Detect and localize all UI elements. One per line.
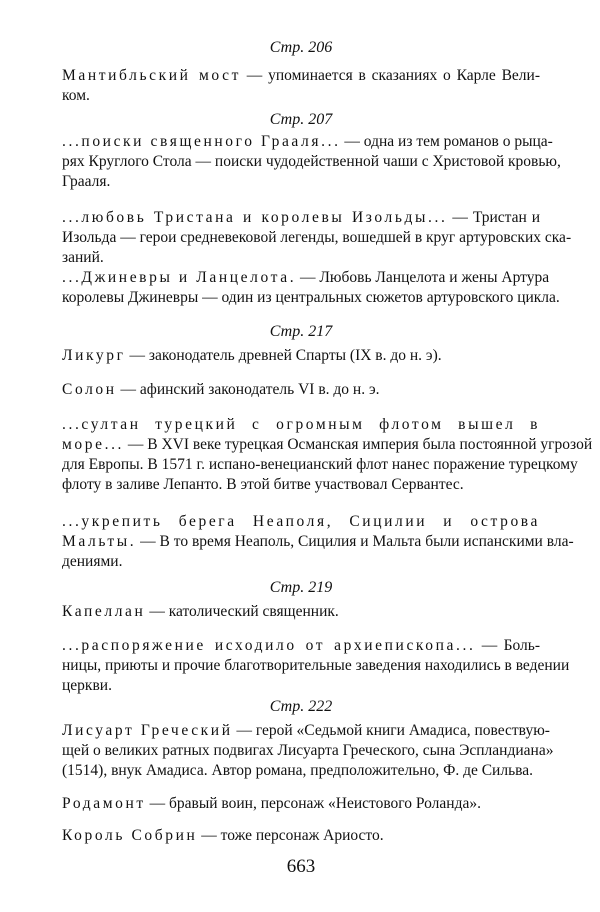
note-line xyxy=(62,532,574,552)
note-line xyxy=(62,248,540,268)
note-term: Капеллан xyxy=(62,603,146,620)
note-line xyxy=(62,268,550,288)
note-line xyxy=(62,794,540,814)
note-term: ...укрепить берега Неаполя, Сицилии и острова xyxy=(62,513,540,530)
note-text: дениями. xyxy=(62,553,123,570)
note-line xyxy=(62,86,540,106)
note-text: — герой «Седьмой книги Амадиса, повествую- xyxy=(232,722,550,739)
note-text: ком. xyxy=(62,87,90,104)
section-heading-207: Стр. 207 xyxy=(269,111,333,128)
note-text: для Европы. В 1571 г. испано-венецианский флот нанес поражение турецкому xyxy=(62,456,578,473)
note-text: — законодатель древней Спарты (IX в. до н. э). xyxy=(125,347,442,364)
note-line xyxy=(62,636,540,656)
note-term: Мантибльский мост xyxy=(62,67,241,84)
note-line xyxy=(62,676,540,696)
note-line xyxy=(62,761,540,781)
section-heading-206: Стр. 206 xyxy=(269,39,333,56)
note-text: — упоминается в сказаниях о Карле Вели- xyxy=(240,67,540,84)
note-line xyxy=(62,172,540,192)
note-line xyxy=(62,552,540,572)
note-line xyxy=(62,288,560,308)
note-text: королевы Джиневры — один из центральных сюжетов артуровского цикла. xyxy=(62,289,560,306)
note-text: заний. xyxy=(62,249,104,266)
note-line xyxy=(62,475,540,495)
note-text: — тоже персонаж Ариосто. xyxy=(197,827,384,844)
note-line xyxy=(62,415,540,435)
note-term: Ликург xyxy=(62,347,126,364)
section-heading-217: Стр. 217 xyxy=(269,323,333,340)
note-text: (1514), внук Амадиса. Автор романа, предположительно, Ф. де Сильва. xyxy=(62,762,534,779)
note-text: — Боль- xyxy=(475,637,540,654)
note-line xyxy=(62,602,540,622)
note-text: — афинский законодатель VI в. до н. э. xyxy=(116,381,380,398)
note-text: флоту в заливе Лепанто. В этой битве участвовал Сервантес. xyxy=(62,476,464,493)
note-line xyxy=(62,66,540,86)
note-text: — Тристан и xyxy=(447,209,540,226)
note-line xyxy=(62,455,578,475)
note-line xyxy=(62,346,540,366)
section-heading-222: Стр. 222 xyxy=(269,698,333,715)
note-term: Родамонт xyxy=(62,795,146,812)
note-line xyxy=(62,656,570,676)
note-term: Лисуарт Греческий xyxy=(62,722,233,739)
note-text: Грааля. xyxy=(62,173,111,190)
note-term: ...султан турецкий с огромным флотом вышел в xyxy=(62,416,540,433)
note-term: ...любовь Тристана и королевы Изольды... xyxy=(62,209,448,226)
note-line xyxy=(62,826,540,846)
note-text: — В XVI веке турецкая Османская империя была постоянной угрозой xyxy=(124,436,593,453)
note-line xyxy=(62,741,554,761)
note-term: ...Джиневры и Ланцелота. xyxy=(62,269,297,286)
note-term: Король Собрин xyxy=(62,827,198,844)
note-text: — бравый воин, персонаж «Неистового Роланда». xyxy=(145,795,481,812)
note-text: церкви. xyxy=(62,677,112,694)
note-text: ницы, приюты и прочие благотворительные заведения находились в ведении xyxy=(62,657,570,674)
note-term: Солон xyxy=(62,381,117,398)
note-line xyxy=(62,721,550,741)
note-term: ...распоряжение исходило от архиепископа... xyxy=(62,637,476,654)
note-line xyxy=(62,152,561,172)
note-text: — Любовь Ланцелота и жены Артура xyxy=(296,269,550,286)
note-text: — одна из тем романов о рыца- xyxy=(340,133,553,150)
note-line xyxy=(62,380,540,400)
note-text: щей о великих ратных подвигах Лисуарта Греческого, сына Эспландиана» xyxy=(62,742,554,759)
note-text: Изольда — герои средневековой легенды, вошедшей в круг артуровских ска- xyxy=(62,229,572,246)
note-text: — В то время Неаполь, Сицилия и Мальта были испанскими вла- xyxy=(136,533,574,550)
note-line xyxy=(62,228,572,248)
note-term: ...поиски священного Грааля... xyxy=(62,133,341,150)
page-number: 663 xyxy=(286,856,316,877)
section-heading-219: Стр. 219 xyxy=(269,579,333,596)
note-term: море... xyxy=(62,436,125,453)
note-line xyxy=(62,435,593,455)
note-term: Мальты. xyxy=(62,533,137,550)
note-text: — католический священник. xyxy=(145,603,339,620)
note-line xyxy=(62,132,553,152)
note-line xyxy=(62,208,540,228)
note-text: рях Круглого Стола — поиски чудодейственной чаши с Христовой кровью, xyxy=(62,153,561,170)
note-line xyxy=(62,512,540,532)
